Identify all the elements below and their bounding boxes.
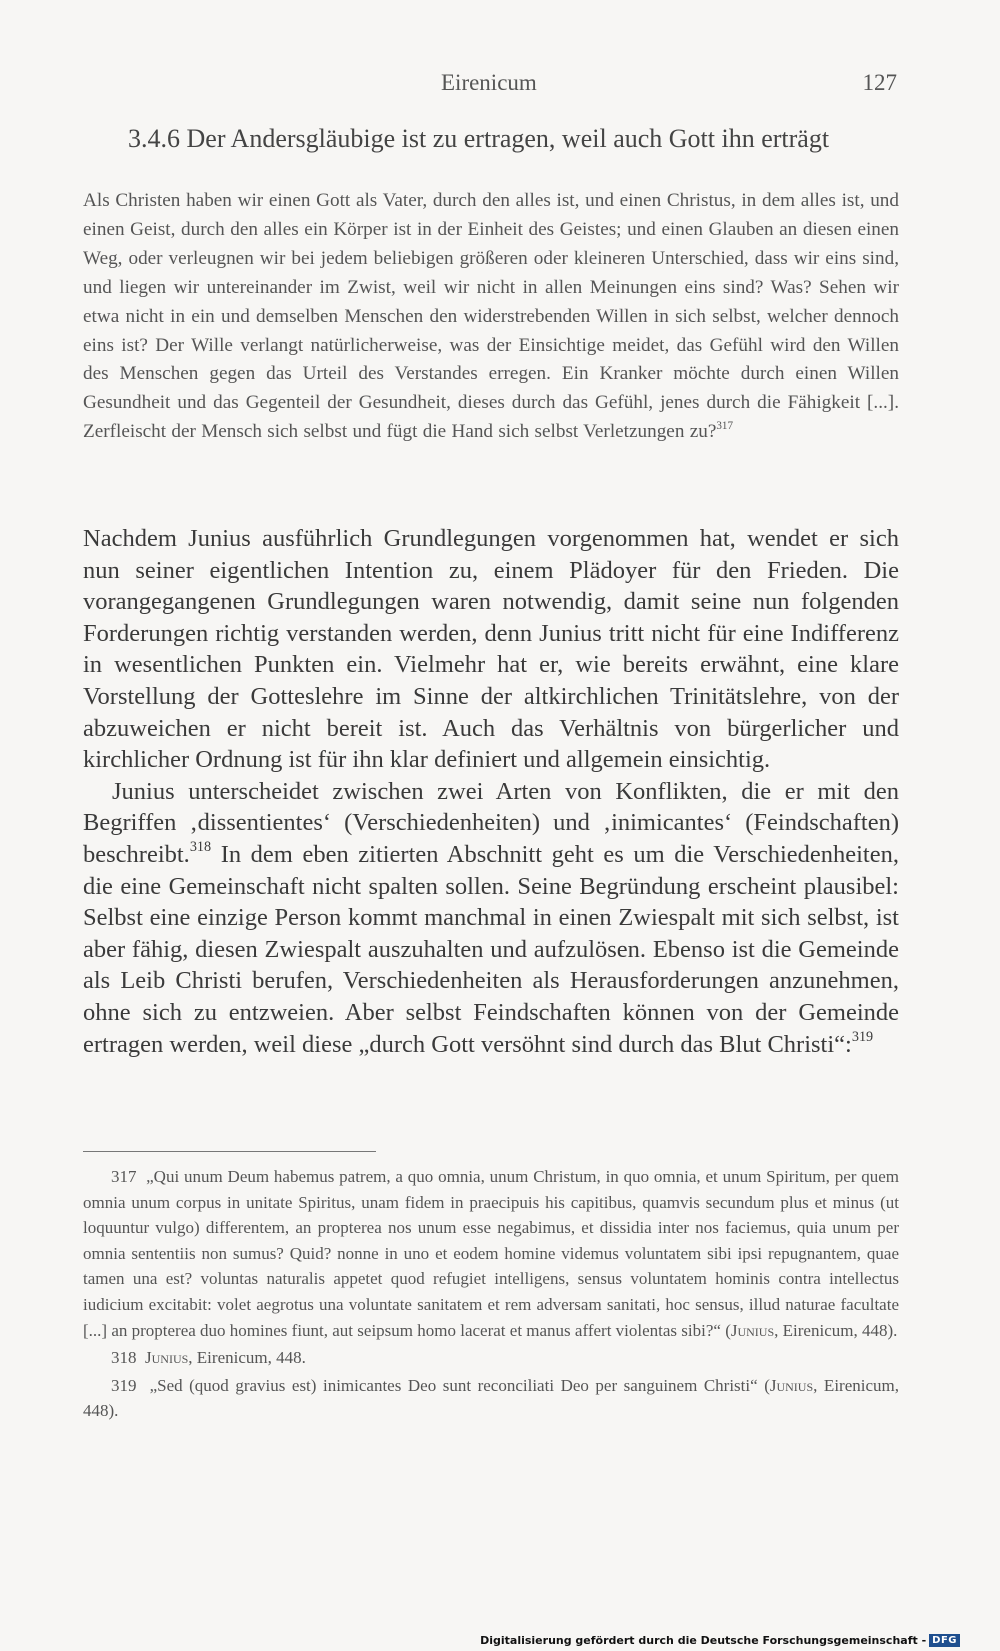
section-heading: 3.4.6 Der Andersgläubige ist zu ertragen, weil auch Gott ihn erträgt [128, 124, 830, 153]
footnote-ref-318: 318 [189, 839, 212, 856]
body-paragraph-1: Nachdem Junius ausführlich Grundlegungen vorgenommen hat, wendet er sich nun seiner eigentlichen Intention zu, einem Plädoyer für den Frieden. Die vorangegangenen Grundlegungen waren notwendig, damit seine nun folgenden Forderungen richtig verstanden werden, denn Junius tritt nicht für eine Indifferenz in wesentlichen Punkten ein. Vielmehr hat er, wie bereits erwähnt, eine klare Vorstellung der Gotteslehre im Sinne der altkirchlichen Trinitätslehre, von der abzuweichen er nicht bereit ist. Auch das Verhältnis von bürgerlicher und kirchlicher Ordnung ist für ihn klar definiert und allgemein einsichtig. [83, 525, 899, 774]
footnote-text: „Sed (quod gravius est) inimicantes Deo sunt reconciliati Deo per sanguinem Christi“ ( [149, 1375, 770, 1395]
footnote-318 [83, 1345, 899, 1371]
footnote-317 [83, 1164, 899, 1343]
running-title: Eirenicum [441, 70, 537, 95]
dfg-logo-icon: DFG [929, 1634, 960, 1647]
footnote-ref-317: 317 [716, 419, 734, 432]
page-header [0, 70, 1000, 100]
footnote-divider [83, 1151, 376, 1152]
digitization-credit [480, 1634, 960, 1647]
page-number: 127 [862, 70, 897, 95]
footnote-319 [83, 1373, 899, 1424]
footnote-number: 317 [111, 1167, 137, 1186]
quote-text: Als Christen haben wir einen Gott als Vater, durch den alles ist, und einen Christus, in dem alles ist, und einen Geist, durch den alles ein Körper ist in der Einheit des Geistes; und einen Glauben an diesen einen Weg, oder verleugnen wir bei jedem beliebigen größeren oder kleineren Unterschied, dass wir eins sind, und liegen wir untereinander im Zwist, weil wir nicht in allen Meinungen eins sind? Was? Sehen wir etwa nicht in ein und demselben Menschen den widerstrebenden Willen in sich selbst, welcher dennoch eins ist? Der Wille verlangt natürlicherweise, was der Einsichtige meidet, das Gefühl wird den Willen des Menschen gegen das Urteil des Verstandes erregen. Ein Kranker möchte durch einen Willen Gesundheit und das Gegenteil der Gesundheit, dieses durch das Gefühl, jenes durch die Fähigkeit [...]. Zerfleischt der Mensch sich selbst und fügt die Hand sich selbst Verletzungen zu? [83, 190, 899, 443]
footnotes [83, 1164, 899, 1424]
footnote-author: Junius [730, 1320, 775, 1340]
footnote-number: 319 [111, 1375, 137, 1395]
footnote-author: Junius [145, 1348, 189, 1368]
footnote-ref-319: 319 [851, 1028, 874, 1045]
footnote-number: 318 [111, 1348, 137, 1368]
footnote-suffix: , Eirenicum, 448). [83, 1375, 899, 1421]
footnote-suffix: , Eirenicum, 448. [188, 1348, 306, 1368]
body-text [83, 523, 899, 1060]
footnote-suffix: , Eirenicum, 448). [774, 1320, 898, 1340]
footnote-author: Junius [769, 1375, 814, 1395]
paragraph-2-part-2: In dem eben zitierten Abschnitt geht es um die Verschiedenheiten, die eine Gemeinschaft nicht spalten sollen. Seine Begründung erscheint plausibel: Selbst eine einzige Person kommt manchmal in einen Zwiespalt mit sich selbst, ist aber fähig, diesen Zwiespalt auszuhalten und aufzulösen. Ebenso ist die Gemeinde als Leib Christi berufen, Verschiedenheiten als Herausforderungen anzunehmen, ohne sich zu entzweien. Aber selbst Feindschaften können von der Gemeinde ertragen werden, weil diese „durch Gott versöhnt sind durch das Blut Christi“: [83, 840, 899, 1058]
footnote-text: „Qui unum Deum habemus patrem, a quo omnia, unum Christum, in quo omnia, et unum Spiritum, per quem omnia unum corpus in unitate Spiritus, unam fidem in praecipuis his capitibus, quamvis secundum plus et minus (ut loquuntur vulgo) differentem, an propterea nos unum esse negabimus, et dissidia inter nos faciemus, quia unum per omnia sententiis non sumus? Quid? nonne in uno et eodem homine videmus voluntatem sibi ipsi repugnantem, quae tamen una est? voluntas naturalis appetet quod refugiet intelligens, sensus voluntatem hominis contra intellectus iudicium excitabit: volet aegrotus una voluntate sanitatem et rem adversam sanitati, hoc sensus, illud naturae facultate [...] an propterea duo homines fiunt, aut seipsum homo lacerat et manus affert violentas sibi?“ ( [83, 1167, 899, 1340]
body-paragraph-2 [83, 776, 899, 1060]
block-quote [83, 187, 899, 447]
credit-text: Digitalisierung gefördert durch die Deutsche Forschungsgemeinschaft - [480, 1634, 927, 1647]
paragraph-2-part-1: Junius unterscheidet zwischen zwei Arten von Konflikten, die er mit den Begriffen ‚dissentientes‘ (Verschiedenheiten) und ‚inimicantes‘ (Feindschaften) beschreibt. [83, 777, 899, 868]
